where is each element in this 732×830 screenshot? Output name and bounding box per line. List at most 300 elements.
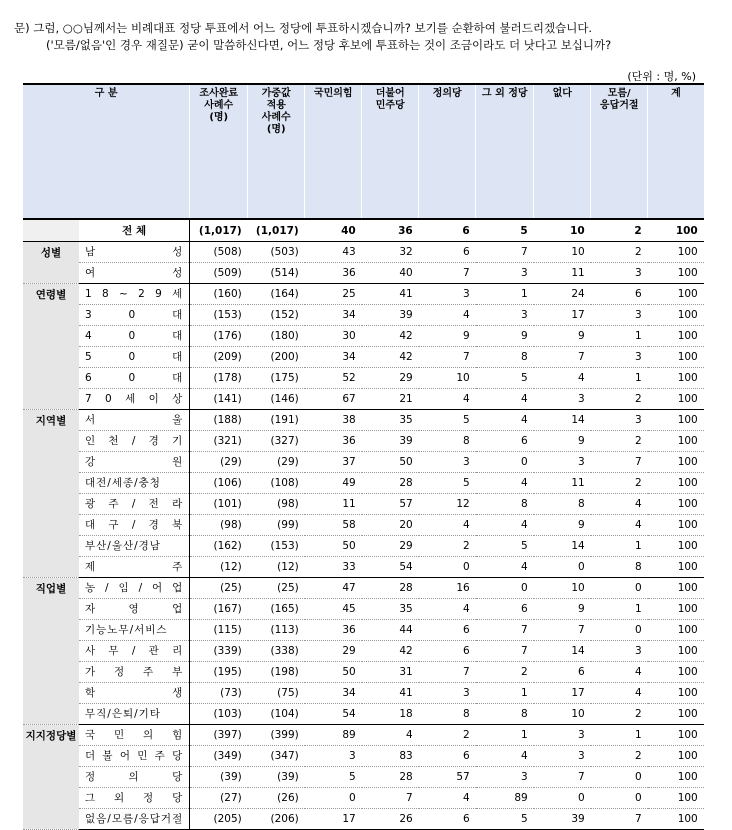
table-cell: (26) xyxy=(248,788,305,809)
table-row xyxy=(23,536,704,557)
table-cell: 8 xyxy=(591,557,648,578)
group-label: 직업별 xyxy=(23,578,79,725)
table-cell: (106) xyxy=(190,473,248,494)
table-body xyxy=(23,219,704,830)
table-cell: (191) xyxy=(248,410,305,431)
table-cell: (101) xyxy=(190,494,248,515)
table-cell: 44 xyxy=(362,620,419,641)
table-cell: 2 xyxy=(476,662,534,683)
table-cell: 2 xyxy=(591,746,648,767)
table-row xyxy=(23,725,704,746)
table-cell: 2 xyxy=(419,536,476,557)
table-cell: 1 xyxy=(591,599,648,620)
table-cell: 39 xyxy=(362,431,419,452)
table-cell: 4 xyxy=(419,599,476,620)
table-row xyxy=(23,767,704,788)
table-cell: 39 xyxy=(534,809,591,830)
table-cell: (205) xyxy=(190,809,248,830)
row-label: 기능노무/서비스 xyxy=(79,620,190,641)
table-cell: 5 xyxy=(476,809,534,830)
table-cell: (198) xyxy=(248,662,305,683)
table-cell: 83 xyxy=(362,746,419,767)
table-cell: 8 xyxy=(419,704,476,725)
header-dp: 더불어 민주당 xyxy=(362,84,419,219)
table-row xyxy=(23,284,704,305)
table-cell: 9 xyxy=(476,326,534,347)
table-cell: 50 xyxy=(305,536,362,557)
table-cell: 4 xyxy=(419,389,476,410)
total-group-cell xyxy=(23,219,79,242)
header-ppp: 국민의힘 xyxy=(305,84,362,219)
table-cell: 35 xyxy=(362,599,419,620)
table-cell: 100 xyxy=(648,683,704,704)
table-cell: 54 xyxy=(362,557,419,578)
table-cell: 52 xyxy=(305,368,362,389)
table-cell: (397) xyxy=(190,725,248,746)
table-cell: 0 xyxy=(591,578,648,599)
table-cell: 5 xyxy=(476,536,534,557)
table-cell: 100 xyxy=(648,368,704,389)
table-cell: 4 xyxy=(591,683,648,704)
table-cell: 57 xyxy=(362,494,419,515)
row-label: 강 원 xyxy=(79,452,190,473)
row-label: 자 영 업 xyxy=(79,599,190,620)
table-cell: 6 xyxy=(476,431,534,452)
table-cell: 36 xyxy=(305,620,362,641)
table-cell: 4 xyxy=(476,389,534,410)
table-cell: 3 xyxy=(419,284,476,305)
table-row xyxy=(23,788,704,809)
table-cell: 8 xyxy=(476,347,534,368)
table-cell: (141) xyxy=(190,389,248,410)
table-cell: 2 xyxy=(591,389,648,410)
table-cell: 25 xyxy=(305,284,362,305)
table-cell: 100 xyxy=(648,347,704,368)
table-cell: 7 xyxy=(419,347,476,368)
table-cell: (98) xyxy=(190,515,248,536)
table-cell: 2 xyxy=(591,473,648,494)
table-cell: 10 xyxy=(534,704,591,725)
table-cell: 100 xyxy=(648,767,704,788)
table-cell: 1 xyxy=(476,725,534,746)
table-cell: 0 xyxy=(419,557,476,578)
table-cell: 14 xyxy=(534,410,591,431)
table-cell: 36 xyxy=(305,263,362,284)
group-label: 성별 xyxy=(23,242,79,284)
table-cell: 3 xyxy=(419,452,476,473)
table-cell: 8 xyxy=(476,704,534,725)
row-label: 대 구 / 경 북 xyxy=(79,515,190,536)
table-cell: 7 xyxy=(591,452,648,473)
table-cell: 14 xyxy=(534,641,591,662)
table-cell: (165) xyxy=(248,599,305,620)
table-row xyxy=(23,452,704,473)
table-cell: 0 xyxy=(476,452,534,473)
table-cell: 2 xyxy=(591,242,648,263)
row-label: 부산/울산/경남 xyxy=(79,536,190,557)
table-cell: 3 xyxy=(305,746,362,767)
table-cell: 0 xyxy=(534,557,591,578)
table-cell: (99) xyxy=(248,515,305,536)
table-cell: 20 xyxy=(362,515,419,536)
table-cell: 100 xyxy=(648,662,704,683)
table-cell: 28 xyxy=(362,578,419,599)
table-cell: 8 xyxy=(419,431,476,452)
row-label: 남 성 xyxy=(79,242,190,263)
table-cell: (39) xyxy=(248,767,305,788)
table-cell: 35 xyxy=(362,410,419,431)
table-cell: (167) xyxy=(190,599,248,620)
table-row xyxy=(23,305,704,326)
table-cell: (209) xyxy=(190,347,248,368)
table-cell: 43 xyxy=(305,242,362,263)
total-cell: 6 xyxy=(419,219,476,242)
table-cell: (503) xyxy=(248,242,305,263)
table-cell: 1 xyxy=(476,284,534,305)
results-table xyxy=(23,83,704,830)
table-cell: (399) xyxy=(248,725,305,746)
table-cell: 2 xyxy=(419,725,476,746)
table-cell: (508) xyxy=(190,242,248,263)
table-cell: 0 xyxy=(591,767,648,788)
table-row xyxy=(23,326,704,347)
table-cell: (206) xyxy=(248,809,305,830)
table-row xyxy=(23,578,704,599)
table-cell: 42 xyxy=(362,326,419,347)
row-label: 국 민 의 힘 xyxy=(79,725,190,746)
table-cell: 49 xyxy=(305,473,362,494)
total-cell: 2 xyxy=(591,219,648,242)
row-label: 없음/모름/응답거절 xyxy=(79,809,190,830)
table-cell: 50 xyxy=(305,662,362,683)
table-row xyxy=(23,809,704,830)
table-cell: (153) xyxy=(248,536,305,557)
table-row xyxy=(23,494,704,515)
table-row xyxy=(23,683,704,704)
table-cell: 1 xyxy=(591,326,648,347)
table-cell: (146) xyxy=(248,389,305,410)
table-cell: (180) xyxy=(248,326,305,347)
table-cell: 5 xyxy=(419,473,476,494)
table-cell: 11 xyxy=(305,494,362,515)
table-cell: 100 xyxy=(648,620,704,641)
table-cell: 3 xyxy=(476,263,534,284)
table-cell: (98) xyxy=(248,494,305,515)
table-cell: 47 xyxy=(305,578,362,599)
table-row xyxy=(23,410,704,431)
table-cell: (339) xyxy=(190,641,248,662)
table-row xyxy=(23,515,704,536)
table-cell: 7 xyxy=(476,242,534,263)
table-row xyxy=(23,242,704,263)
table-cell: 100 xyxy=(648,557,704,578)
total-cell: 36 xyxy=(362,219,419,242)
table-cell: 4 xyxy=(591,515,648,536)
table-cell: (115) xyxy=(190,620,248,641)
table-cell: 3 xyxy=(591,305,648,326)
table-cell: 6 xyxy=(419,641,476,662)
table-cell: 100 xyxy=(648,305,704,326)
table-cell: 1 xyxy=(591,536,648,557)
table-cell: 100 xyxy=(648,263,704,284)
table-cell: 7 xyxy=(591,809,648,830)
table-cell: 100 xyxy=(648,788,704,809)
table-cell: 8 xyxy=(476,494,534,515)
table-cell: (327) xyxy=(248,431,305,452)
table-cell: (347) xyxy=(248,746,305,767)
table-cell: 11 xyxy=(534,473,591,494)
total-cell: (1,017) xyxy=(248,219,305,242)
table-cell: 10 xyxy=(534,578,591,599)
row-label: 사 무 / 관 리 xyxy=(79,641,190,662)
table-cell: 100 xyxy=(648,284,704,305)
table-cell: 4 xyxy=(476,410,534,431)
table-cell: 39 xyxy=(362,305,419,326)
row-label: 7 0 세 이 상 xyxy=(79,389,190,410)
table-cell: 100 xyxy=(648,326,704,347)
table-cell: (29) xyxy=(248,452,305,473)
header-completed-cases: 조사완료 사례수 (명) xyxy=(190,84,248,219)
header-total: 계 xyxy=(648,84,704,219)
table-cell: 1 xyxy=(591,725,648,746)
table-cell: 100 xyxy=(648,704,704,725)
header-dont-know: 모름/ 응답거절 xyxy=(591,84,648,219)
table-cell: 3 xyxy=(419,683,476,704)
total-cell: 5 xyxy=(476,219,534,242)
table-cell: 100 xyxy=(648,242,704,263)
table-cell: 3 xyxy=(591,641,648,662)
group-label: 연령별 xyxy=(23,284,79,410)
group-label: 지지정당별 xyxy=(23,725,79,830)
table-cell: 100 xyxy=(648,515,704,536)
table-cell: 1 xyxy=(591,368,648,389)
row-label: 여 성 xyxy=(79,263,190,284)
table-cell: 100 xyxy=(648,389,704,410)
table-cell: 100 xyxy=(648,473,704,494)
table-cell: (73) xyxy=(190,683,248,704)
table-cell: 7 xyxy=(419,263,476,284)
total-row xyxy=(23,219,704,242)
table-cell: 100 xyxy=(648,410,704,431)
table-cell: 3 xyxy=(476,305,534,326)
question-text: 문) 그럼, ○○님께서는 비례대표 정당 투표에서 어느 정당에 투표하시겠습니까? 보기를 순환하여 불러드리겠습니다. xyxy=(14,21,593,35)
table-cell: 7 xyxy=(534,620,591,641)
row-label: 학 생 xyxy=(79,683,190,704)
table-row xyxy=(23,368,704,389)
unit-label: (단위 : 명, %) xyxy=(627,70,696,83)
table-cell: 67 xyxy=(305,389,362,410)
row-label: 서 울 xyxy=(79,410,190,431)
table-cell: 2 xyxy=(591,704,648,725)
table-cell: 29 xyxy=(362,536,419,557)
table-cell: 1 xyxy=(476,683,534,704)
table-cell: 6 xyxy=(419,809,476,830)
table-cell: 38 xyxy=(305,410,362,431)
table-cell: 28 xyxy=(362,767,419,788)
total-cell: (1,017) xyxy=(190,219,248,242)
table-cell: (178) xyxy=(190,368,248,389)
table-cell: (152) xyxy=(248,305,305,326)
table-cell: 9 xyxy=(534,515,591,536)
table-cell: 100 xyxy=(648,536,704,557)
table-cell: 54 xyxy=(305,704,362,725)
table-cell: 0 xyxy=(591,788,648,809)
header-none: 없다 xyxy=(534,84,591,219)
table-cell: (349) xyxy=(190,746,248,767)
table-cell: 5 xyxy=(476,368,534,389)
row-label: 가 정 주 부 xyxy=(79,662,190,683)
table-cell: 3 xyxy=(591,263,648,284)
table-cell: 9 xyxy=(534,431,591,452)
table-cell: 10 xyxy=(534,242,591,263)
table-cell: 36 xyxy=(305,431,362,452)
table-cell: 100 xyxy=(648,578,704,599)
table-cell: (75) xyxy=(248,683,305,704)
header-row xyxy=(23,84,704,219)
total-cell: 40 xyxy=(305,219,362,242)
table-cell: 4 xyxy=(591,494,648,515)
table-cell: 17 xyxy=(534,305,591,326)
table-cell: 6 xyxy=(591,284,648,305)
table-cell: 5 xyxy=(305,767,362,788)
table-cell: 0 xyxy=(591,620,648,641)
table-cell: 100 xyxy=(648,725,704,746)
table-cell: (27) xyxy=(190,788,248,809)
table-cell: 12 xyxy=(419,494,476,515)
table-cell: 3 xyxy=(534,452,591,473)
table-cell: (39) xyxy=(190,767,248,788)
table-cell: 3 xyxy=(534,725,591,746)
table-row xyxy=(23,263,704,284)
row-label: 농 / 임 / 어 업 xyxy=(79,578,190,599)
table-cell: 3 xyxy=(476,767,534,788)
table-cell: 8 xyxy=(534,494,591,515)
table-cell: (162) xyxy=(190,536,248,557)
table-cell: 3 xyxy=(591,347,648,368)
table-cell: 10 xyxy=(419,368,476,389)
table-cell: 7 xyxy=(419,662,476,683)
table-cell: 41 xyxy=(362,284,419,305)
table-cell: (153) xyxy=(190,305,248,326)
total-cell: 10 xyxy=(534,219,591,242)
row-label: 그 외 정 당 xyxy=(79,788,190,809)
table-cell: (509) xyxy=(190,263,248,284)
table-cell: 100 xyxy=(648,641,704,662)
table-cell: 9 xyxy=(419,326,476,347)
table-cell: 14 xyxy=(534,536,591,557)
table-cell: 29 xyxy=(362,368,419,389)
table-cell: 17 xyxy=(305,809,362,830)
table-cell: 30 xyxy=(305,326,362,347)
table-cell: (514) xyxy=(248,263,305,284)
table-cell: 11 xyxy=(534,263,591,284)
table-cell: 42 xyxy=(362,347,419,368)
row-label: 광 주 / 전 라 xyxy=(79,494,190,515)
table-cell: (176) xyxy=(190,326,248,347)
table-row xyxy=(23,347,704,368)
table-cell: 29 xyxy=(305,641,362,662)
table-cell: 4 xyxy=(476,473,534,494)
table-cell: 34 xyxy=(305,683,362,704)
table-cell: 17 xyxy=(534,683,591,704)
table-cell: 6 xyxy=(419,620,476,641)
table-cell: 57 xyxy=(419,767,476,788)
row-label: 3 0 대 xyxy=(79,305,190,326)
table-cell: (103) xyxy=(190,704,248,725)
table-cell: 9 xyxy=(534,326,591,347)
table-cell: (164) xyxy=(248,284,305,305)
row-label: 인 천 / 경 기 xyxy=(79,431,190,452)
table-cell: 3 xyxy=(534,746,591,767)
table-cell: 100 xyxy=(648,494,704,515)
question-followup-text: ('모름/없음'인 경우 재질문) 굳이 말씀하신다면, 어느 정당 후보에 투표하는 것이 조금이라도 더 낫다고 보십니까? xyxy=(46,38,612,52)
table-cell: 6 xyxy=(534,662,591,683)
table-cell: 2 xyxy=(591,431,648,452)
header-category: 구 분 xyxy=(23,84,190,219)
table-cell: 89 xyxy=(476,788,534,809)
table-cell: (104) xyxy=(248,704,305,725)
table-cell: 0 xyxy=(534,788,591,809)
table-cell: (108) xyxy=(248,473,305,494)
table-cell: 58 xyxy=(305,515,362,536)
table-row xyxy=(23,557,704,578)
table-cell: 18 xyxy=(362,704,419,725)
table-cell: 100 xyxy=(648,431,704,452)
table-row xyxy=(23,431,704,452)
header-weighted-cases: 가중값 적용 사례수 (명) xyxy=(248,84,305,219)
table-cell: 100 xyxy=(648,809,704,830)
table-row xyxy=(23,599,704,620)
total-cell: 100 xyxy=(648,219,704,242)
table-cell: (25) xyxy=(248,578,305,599)
table-cell: 7 xyxy=(476,620,534,641)
table-cell: (175) xyxy=(248,368,305,389)
table-cell: 7 xyxy=(534,767,591,788)
table-cell: 4 xyxy=(476,557,534,578)
table-cell: 31 xyxy=(362,662,419,683)
table-cell: 4 xyxy=(476,746,534,767)
table-cell: 7 xyxy=(362,788,419,809)
group-label: 지역별 xyxy=(23,410,79,578)
table-cell: 100 xyxy=(648,599,704,620)
table-cell: 4 xyxy=(362,725,419,746)
table-row xyxy=(23,641,704,662)
table-cell: 33 xyxy=(305,557,362,578)
table-cell: (195) xyxy=(190,662,248,683)
table-cell: 6 xyxy=(419,746,476,767)
table-cell: 7 xyxy=(534,347,591,368)
table-row xyxy=(23,704,704,725)
table-cell: 21 xyxy=(362,389,419,410)
table-cell: 100 xyxy=(648,452,704,473)
table-row xyxy=(23,620,704,641)
table-cell: 4 xyxy=(476,515,534,536)
row-label: 제 주 xyxy=(79,557,190,578)
table-cell: (113) xyxy=(248,620,305,641)
table-cell: (160) xyxy=(190,284,248,305)
row-label: 대전/세종/충청 xyxy=(79,473,190,494)
table-cell: 42 xyxy=(362,641,419,662)
table-cell: 37 xyxy=(305,452,362,473)
table-row xyxy=(23,389,704,410)
table-cell: (25) xyxy=(190,578,248,599)
table-cell: 3 xyxy=(534,389,591,410)
table-cell: 0 xyxy=(476,578,534,599)
table-cell: (12) xyxy=(248,557,305,578)
table-cell: 45 xyxy=(305,599,362,620)
header-justice: 정의당 xyxy=(419,84,476,219)
table-cell: (321) xyxy=(190,431,248,452)
